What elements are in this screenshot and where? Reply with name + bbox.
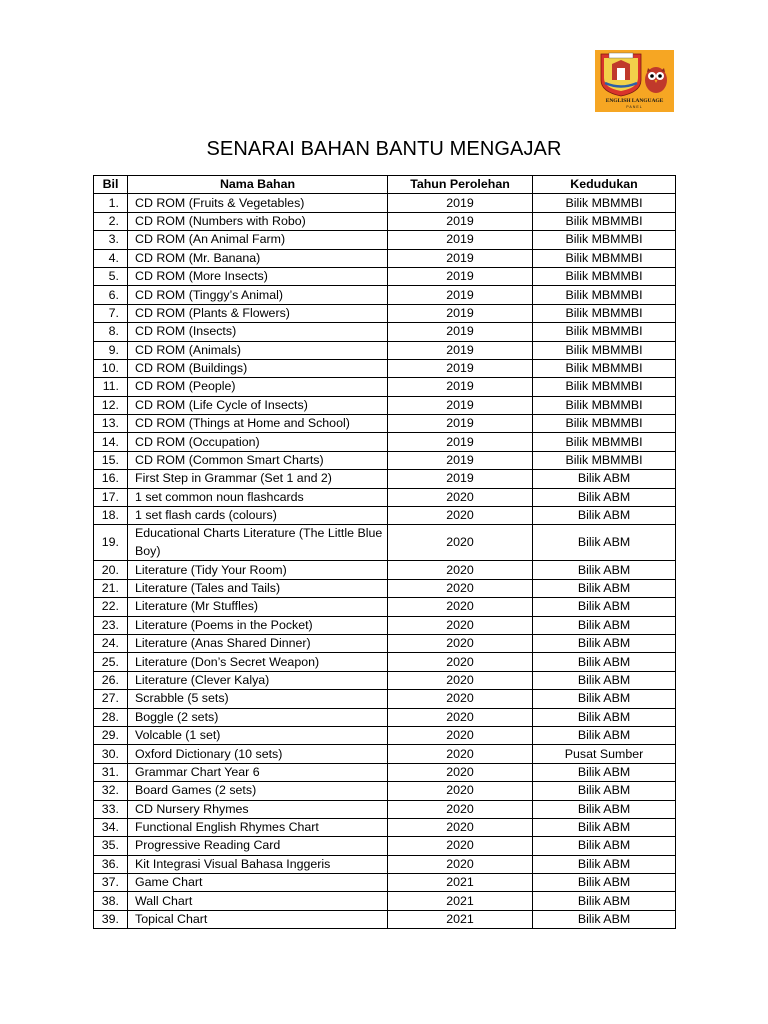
- table-row: [94, 525, 676, 561]
- table-row: [94, 708, 676, 726]
- item-name: CD ROM (Plants & Flowers): [128, 304, 388, 322]
- table-row: [94, 304, 676, 322]
- item-name: CD ROM (Things at Home and School): [128, 415, 388, 433]
- item-location: Bilik MBMMBI: [533, 433, 676, 451]
- acquisition-year: 2020: [388, 818, 533, 836]
- document-title: SENARAI BAHAN BANTU MENGAJAR: [206, 138, 562, 160]
- item-location: Bilik MBMMBI: [533, 359, 676, 377]
- acquisition-year: 2021: [388, 910, 533, 928]
- table-row: [94, 910, 676, 928]
- row-number: 31.: [94, 763, 128, 781]
- item-location: Bilik ABM: [533, 653, 676, 671]
- item-name: Literature (Tidy Your Room): [128, 561, 388, 579]
- acquisition-year: 2019: [388, 470, 533, 488]
- table-row: [94, 837, 676, 855]
- acquisition-year: 2020: [388, 690, 533, 708]
- item-name: CD ROM (Mr. Banana): [128, 249, 388, 267]
- table-row: [94, 507, 676, 525]
- table-row: [94, 782, 676, 800]
- acquisition-year: 2020: [388, 726, 533, 744]
- item-location: Bilik MBMMBI: [533, 231, 676, 249]
- item-location: Bilik ABM: [533, 488, 676, 506]
- item-location: Bilik ABM: [533, 763, 676, 781]
- row-number: 26.: [94, 671, 128, 689]
- acquisition-year: 2020: [388, 837, 533, 855]
- table-row: [94, 488, 676, 506]
- table-row: [94, 726, 676, 744]
- table-row: [94, 396, 676, 414]
- item-location: Bilik ABM: [533, 507, 676, 525]
- item-name: Boggle (2 sets): [128, 708, 388, 726]
- item-location: Bilik MBMMBI: [533, 194, 676, 212]
- item-location: Bilik ABM: [533, 874, 676, 892]
- row-number: 38.: [94, 892, 128, 910]
- table-row: [94, 671, 676, 689]
- acquisition-year: 2020: [388, 855, 533, 873]
- item-name: CD ROM (More Insects): [128, 267, 388, 285]
- row-number: 27.: [94, 690, 128, 708]
- item-name: Scrabble (5 sets): [128, 690, 388, 708]
- school-logo: [595, 50, 674, 112]
- table-row: [94, 690, 676, 708]
- item-location: Bilik MBMMBI: [533, 323, 676, 341]
- table-body: [94, 194, 676, 929]
- acquisition-year: 2019: [388, 286, 533, 304]
- row-number: 14.: [94, 433, 128, 451]
- row-number: 2.: [94, 212, 128, 230]
- logo-title: ENGLISH LANGUAGE: [605, 98, 664, 104]
- row-number: 12.: [94, 396, 128, 414]
- row-number: 24.: [94, 634, 128, 652]
- item-location: Bilik ABM: [533, 598, 676, 616]
- item-location: Bilik ABM: [533, 470, 676, 488]
- acquisition-year: 2019: [388, 415, 533, 433]
- item-name: Literature (Tales and Tails): [128, 579, 388, 597]
- row-number: 30.: [94, 745, 128, 763]
- item-location: Bilik ABM: [533, 892, 676, 910]
- item-name: Oxford Dictionary (10 sets): [128, 745, 388, 763]
- item-name: Grammar Chart Year 6: [128, 763, 388, 781]
- row-number: 36.: [94, 855, 128, 873]
- table-row: [94, 855, 676, 873]
- row-number: 37.: [94, 874, 128, 892]
- item-location: Bilik ABM: [533, 708, 676, 726]
- row-number: 19.: [94, 525, 128, 561]
- logo-subtitle: PANEL: [626, 105, 643, 109]
- header-kedudukan: Kedudukan: [533, 176, 676, 194]
- table-row: [94, 212, 676, 230]
- acquisition-year: 2019: [388, 304, 533, 322]
- table-row: [94, 249, 676, 267]
- row-number: 8.: [94, 323, 128, 341]
- acquisition-year: 2020: [388, 745, 533, 763]
- row-number: 6.: [94, 286, 128, 304]
- item-location: Bilik MBMMBI: [533, 415, 676, 433]
- acquisition-year: 2020: [388, 525, 533, 561]
- acquisition-year: 2020: [388, 579, 533, 597]
- table-row: [94, 892, 676, 910]
- item-location: Bilik ABM: [533, 800, 676, 818]
- header-nama-bahan: Nama Bahan: [128, 176, 388, 194]
- acquisition-year: 2020: [388, 800, 533, 818]
- item-name: Volcable (1 set): [128, 726, 388, 744]
- table-row: [94, 231, 676, 249]
- row-number: 32.: [94, 782, 128, 800]
- item-location: Bilik ABM: [533, 855, 676, 873]
- table-row: [94, 470, 676, 488]
- row-number: 4.: [94, 249, 128, 267]
- materials-table: [93, 175, 676, 929]
- table-row: [94, 267, 676, 285]
- table-row: [94, 598, 676, 616]
- acquisition-year: 2019: [388, 396, 533, 414]
- item-name: CD ROM (Numbers with Robo): [128, 212, 388, 230]
- item-name: Board Games (2 sets): [128, 782, 388, 800]
- item-name: 1 set common noun flashcards: [128, 488, 388, 506]
- table-row: [94, 561, 676, 579]
- row-number: 39.: [94, 910, 128, 928]
- row-number: 18.: [94, 507, 128, 525]
- row-number: 15.: [94, 451, 128, 469]
- item-name: Functional English Rhymes Chart: [128, 818, 388, 836]
- table-row: [94, 323, 676, 341]
- item-location: Bilik ABM: [533, 525, 676, 561]
- item-name: Literature (Poems in the Pocket): [128, 616, 388, 634]
- item-location: Bilik ABM: [533, 837, 676, 855]
- acquisition-year: 2019: [388, 451, 533, 469]
- item-location: Bilik ABM: [533, 910, 676, 928]
- row-number: 16.: [94, 470, 128, 488]
- header-bil: Bil: [94, 176, 128, 194]
- acquisition-year: 2020: [388, 763, 533, 781]
- item-name: CD Nursery Rhymes: [128, 800, 388, 818]
- item-name: Wall Chart: [128, 892, 388, 910]
- acquisition-year: 2020: [388, 671, 533, 689]
- item-name: CD ROM (Animals): [128, 341, 388, 359]
- row-number: 13.: [94, 415, 128, 433]
- acquisition-year: 2019: [388, 212, 533, 230]
- item-location: Bilik MBMMBI: [533, 451, 676, 469]
- acquisition-year: 2019: [388, 433, 533, 451]
- item-name: CD ROM (Insects): [128, 323, 388, 341]
- row-number: 35.: [94, 837, 128, 855]
- table-row: [94, 378, 676, 396]
- item-name: CD ROM (Occupation): [128, 433, 388, 451]
- row-number: 1.: [94, 194, 128, 212]
- table-row: [94, 653, 676, 671]
- item-name: 1 set flash cards (colours): [128, 507, 388, 525]
- acquisition-year: 2019: [388, 249, 533, 267]
- row-number: 22.: [94, 598, 128, 616]
- acquisition-year: 2021: [388, 892, 533, 910]
- item-location: Bilik MBMMBI: [533, 286, 676, 304]
- item-location: Bilik ABM: [533, 726, 676, 744]
- item-name: Educational Charts Literature (The Little Blue Boy): [128, 525, 388, 561]
- table-row: [94, 818, 676, 836]
- acquisition-year: 2019: [388, 267, 533, 285]
- table-row: [94, 616, 676, 634]
- item-location: Pusat Sumber: [533, 745, 676, 763]
- row-number: 9.: [94, 341, 128, 359]
- row-number: 33.: [94, 800, 128, 818]
- header-tahun-perolehan: Tahun Perolehan: [388, 176, 533, 194]
- table-row: [94, 579, 676, 597]
- item-location: Bilik MBMMBI: [533, 341, 676, 359]
- row-number: 29.: [94, 726, 128, 744]
- row-number: 3.: [94, 231, 128, 249]
- item-name: CD ROM (Tinggy’s Animal): [128, 286, 388, 304]
- item-name: Kit Integrasi Visual Bahasa Inggeris: [128, 855, 388, 873]
- table-row: [94, 415, 676, 433]
- item-name: CD ROM (An Animal Farm): [128, 231, 388, 249]
- item-location: Bilik MBMMBI: [533, 396, 676, 414]
- item-name: CD ROM (Fruits & Vegetables): [128, 194, 388, 212]
- table-row: [94, 800, 676, 818]
- table-row: [94, 194, 676, 212]
- table-row: [94, 359, 676, 377]
- table-row: [94, 763, 676, 781]
- acquisition-year: 2020: [388, 708, 533, 726]
- item-location: Bilik ABM: [533, 782, 676, 800]
- acquisition-year: 2019: [388, 231, 533, 249]
- acquisition-year: 2019: [388, 341, 533, 359]
- table-header-row: [94, 176, 676, 194]
- row-number: 5.: [94, 267, 128, 285]
- table-row: [94, 433, 676, 451]
- acquisition-year: 2019: [388, 359, 533, 377]
- item-location: Bilik ABM: [533, 818, 676, 836]
- item-location: Bilik MBMMBI: [533, 304, 676, 322]
- item-location: Bilik MBMMBI: [533, 267, 676, 285]
- acquisition-year: 2019: [388, 194, 533, 212]
- item-name: Progressive Reading Card: [128, 837, 388, 855]
- row-number: 23.: [94, 616, 128, 634]
- item-name: CD ROM (Common Smart Charts): [128, 451, 388, 469]
- row-number: 20.: [94, 561, 128, 579]
- item-location: Bilik MBMMBI: [533, 212, 676, 230]
- acquisition-year: 2020: [388, 634, 533, 652]
- table-row: [94, 874, 676, 892]
- acquisition-year: 2020: [388, 616, 533, 634]
- item-location: Bilik MBMMBI: [533, 249, 676, 267]
- acquisition-year: 2020: [388, 488, 533, 506]
- acquisition-year: 2020: [388, 507, 533, 525]
- item-name: CD ROM (People): [128, 378, 388, 396]
- acquisition-year: 2019: [388, 323, 533, 341]
- item-name: Literature (Mr Stuffles): [128, 598, 388, 616]
- item-name: Literature (Anas Shared Dinner): [128, 634, 388, 652]
- acquisition-year: 2020: [388, 561, 533, 579]
- table-row: [94, 634, 676, 652]
- item-name: First Step in Grammar (Set 1 and 2): [128, 470, 388, 488]
- row-number: 25.: [94, 653, 128, 671]
- item-location: Bilik ABM: [533, 616, 676, 634]
- table-row: [94, 451, 676, 469]
- item-name: Game Chart: [128, 874, 388, 892]
- table-row: [94, 745, 676, 763]
- item-location: Bilik ABM: [533, 671, 676, 689]
- item-location: Bilik ABM: [533, 690, 676, 708]
- row-number: 21.: [94, 579, 128, 597]
- row-number: 17.: [94, 488, 128, 506]
- row-number: 34.: [94, 818, 128, 836]
- item-location: Bilik ABM: [533, 561, 676, 579]
- table-row: [94, 341, 676, 359]
- acquisition-year: 2021: [388, 874, 533, 892]
- item-name: Topical Chart: [128, 910, 388, 928]
- item-name: CD ROM (Buildings): [128, 359, 388, 377]
- item-name: CD ROM (Life Cycle of Insects): [128, 396, 388, 414]
- row-number: 11.: [94, 378, 128, 396]
- acquisition-year: 2020: [388, 598, 533, 616]
- item-location: Bilik MBMMBI: [533, 378, 676, 396]
- row-number: 10.: [94, 359, 128, 377]
- row-number: 28.: [94, 708, 128, 726]
- item-name: Literature (Don’s Secret Weapon): [128, 653, 388, 671]
- row-number: 7.: [94, 304, 128, 322]
- acquisition-year: 2019: [388, 378, 533, 396]
- table-row: [94, 286, 676, 304]
- item-location: Bilik ABM: [533, 634, 676, 652]
- item-name: Literature (Clever Kalya): [128, 671, 388, 689]
- acquisition-year: 2020: [388, 782, 533, 800]
- item-location: Bilik ABM: [533, 579, 676, 597]
- acquisition-year: 2020: [388, 653, 533, 671]
